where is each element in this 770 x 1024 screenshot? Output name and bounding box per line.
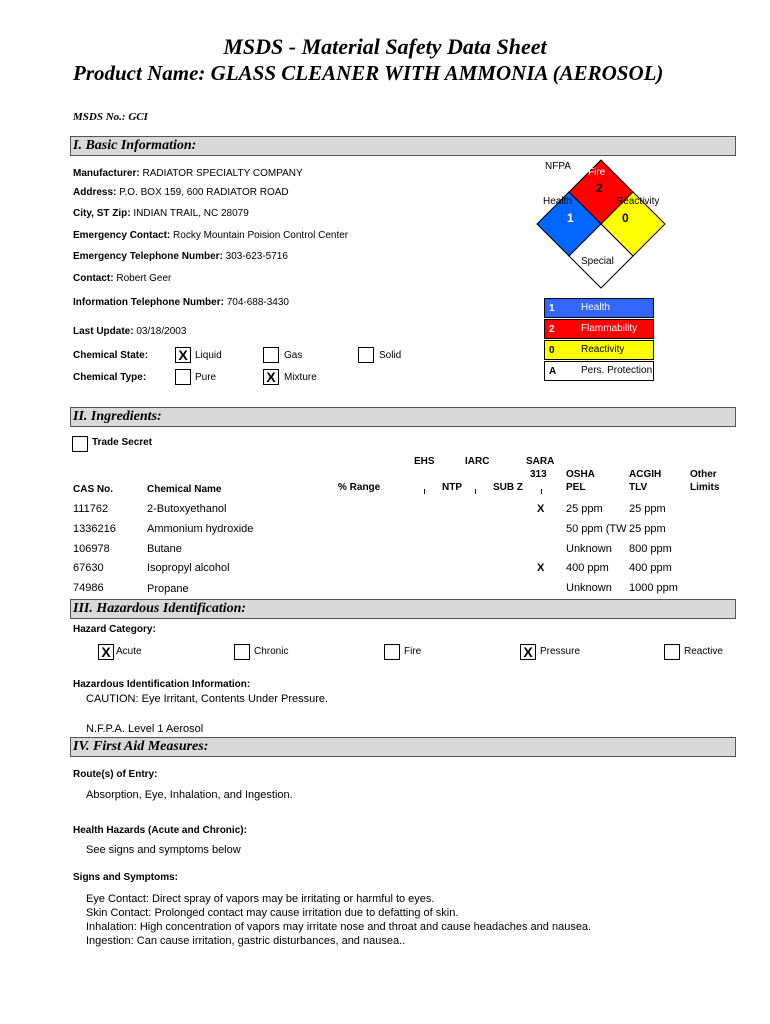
nfpa-fire-value: 2 xyxy=(596,181,603,195)
sara-cell: X xyxy=(537,562,545,574)
column-tick xyxy=(475,489,476,494)
trade-secret-label: Trade Secret xyxy=(92,437,153,448)
name-cell: Isopropyl alcohol xyxy=(147,562,230,574)
mixture-label: Mixture xyxy=(284,372,317,383)
last-update-value: 03/18/2003 xyxy=(136,326,187,337)
tlv-cell: 400 ppm xyxy=(629,562,672,574)
section-first-aid: IV. First Aid Measures: xyxy=(70,737,736,757)
pressure-checkbox[interactable]: X xyxy=(520,644,536,660)
legend-reactivity-label: Reactivity xyxy=(581,344,625,355)
legend-health xyxy=(544,298,654,318)
product-name: Product Name: GLASS CLEANER WITH AMMONIA (AEROSOL) xyxy=(73,61,664,85)
gas-checkbox[interactable] xyxy=(263,347,279,363)
health-hazards-label: Health Hazards (Acute and Chronic): xyxy=(73,825,247,836)
acute-checkbox[interactable]: X xyxy=(98,644,114,660)
tlv-cell: 1000 ppm xyxy=(629,582,678,594)
legend-health-label: Health xyxy=(581,302,610,313)
contact-label: Contact: xyxy=(73,273,114,284)
sign-skin: Skin Contact: Prolonged contact may cause irritation due to defatting of skin. xyxy=(86,907,459,919)
pel-cell: Unknown xyxy=(566,543,612,555)
chemical-type-label: Chemical Type: xyxy=(73,372,147,383)
col-range: % Range xyxy=(338,482,381,493)
col-limits: Limits xyxy=(690,482,720,493)
city-row xyxy=(73,208,249,219)
sign-ingestion: Ingestion: Can cause irritation, gastric disturbances, and nausea.. xyxy=(86,935,406,947)
liquid-label: Liquid xyxy=(195,350,222,361)
pel-cell: 50 ppm (TW xyxy=(566,523,627,535)
nfpa-reactivity-label: Reactivity xyxy=(616,196,660,207)
pure-label: Pure xyxy=(195,372,217,383)
col-other: Other xyxy=(690,469,717,480)
manufacturer-value: RADIATOR SPECIALTY COMPANY xyxy=(142,168,303,179)
emergency-contact-label: Emergency Contact: xyxy=(73,230,171,241)
reactive-label: Reactive xyxy=(684,646,723,657)
gas-label: Gas xyxy=(284,350,303,361)
chronic-checkbox[interactable] xyxy=(234,644,250,660)
tlv-cell: 25 ppm xyxy=(629,523,666,535)
col-subz: SUB Z xyxy=(493,482,523,493)
manufacturer-label: Manufacturer: xyxy=(73,168,140,179)
name-cell: 2-Butoxyethanol xyxy=(147,503,227,515)
nfpa-health-label: Health xyxy=(543,196,572,207)
msds-number: MSDS No.: GCI xyxy=(73,111,148,123)
nfpa-label: NFPA xyxy=(545,161,571,172)
emergency-phone-row xyxy=(73,251,288,262)
col-name: Chemical Name xyxy=(147,484,222,495)
cas-cell: 67630 xyxy=(73,562,104,574)
legend-flammability xyxy=(544,319,654,339)
name-cell: Ammonium hydroxide xyxy=(147,523,254,535)
routes-label: Route(s) of Entry: xyxy=(73,769,158,780)
col-sara-313: 313 xyxy=(530,469,547,480)
cas-cell: 111762 xyxy=(73,503,109,515)
info-phone-row xyxy=(73,297,289,308)
pel-cell: Unknown xyxy=(566,582,612,594)
legend-protection-label: Pers. Protection xyxy=(581,365,653,376)
emergency-phone-label: Emergency Telephone Number: xyxy=(73,251,223,262)
col-ntp: NTP xyxy=(442,482,462,493)
hazard-info-text: CAUTION: Eye Irritant, Contents Under Pressure. xyxy=(86,693,329,705)
col-sara: SARA xyxy=(526,456,555,467)
pressure-label: Pressure xyxy=(540,646,581,657)
chemical-state-label: Chemical State: xyxy=(73,350,149,361)
health-hazards-text: See signs and symptoms below xyxy=(86,844,241,856)
pel-cell: 25 ppm xyxy=(566,503,603,515)
info-phone-label: Information Telephone Number: xyxy=(73,297,224,308)
col-acgih: ACGIH xyxy=(629,469,662,480)
sign-eye: Eye Contact: Direct spray of vapors may be irritating or harmful to eyes. xyxy=(86,893,435,905)
sara-cell: X xyxy=(537,503,545,515)
hazard-info-label: Hazardous Identification Information: xyxy=(73,679,251,690)
sign-inhalation: Inhalation: High concentration of vapors may irritate nose and throat and cause headaches and nausea. xyxy=(86,921,592,933)
city-label: City, ST Zip: xyxy=(73,208,131,219)
legend-reactivity-num: 0 xyxy=(549,345,555,356)
nfpa-reactivity-value: 0 xyxy=(622,211,629,225)
col-cas: CAS No. xyxy=(73,484,113,495)
legend-reactivity xyxy=(544,340,654,360)
acute-label: Acute xyxy=(116,646,142,657)
mixture-checkbox[interactable]: X xyxy=(263,369,279,385)
legend-protection-num: A xyxy=(549,366,557,377)
section-hazard: III. Hazardous Identification: xyxy=(70,599,736,619)
legend-flammability-label: Flammability xyxy=(581,323,638,334)
legend-flammability-num: 2 xyxy=(549,324,555,335)
hazard-category-label: Hazard Category: xyxy=(73,624,156,635)
fire-label: Fire xyxy=(404,646,422,657)
col-iarc: IARC xyxy=(465,456,490,467)
nfpa-level-text: N.F.P.A. Level 1 Aerosol xyxy=(86,723,204,735)
address-label: Address: xyxy=(73,187,117,198)
pel-cell: 400 ppm xyxy=(566,562,609,574)
section-basic-info: I. Basic Information: xyxy=(70,136,736,156)
cas-cell: 106978 xyxy=(73,543,110,555)
contact-value: Robert Geer xyxy=(116,273,172,284)
legend-protection xyxy=(544,361,654,381)
last-update-row xyxy=(73,326,186,337)
column-tick xyxy=(424,489,425,494)
name-cell: Butane xyxy=(147,543,182,555)
trade-secret-checkbox[interactable] xyxy=(72,436,88,452)
signs-label: Signs and Symptoms: xyxy=(73,872,179,883)
fire-checkbox[interactable] xyxy=(384,644,400,660)
address-row xyxy=(73,187,289,198)
cas-cell: 1336216 xyxy=(73,523,116,535)
legend-health-num: 1 xyxy=(549,303,555,314)
section-ingredients: II. Ingredients: xyxy=(70,407,736,427)
address-value: P.O. BOX 159, 600 RADIATOR ROAD xyxy=(119,187,289,198)
col-tlv: TLV xyxy=(629,482,648,493)
emergency-contact-value: Rocky Mountain Poision Control Center xyxy=(173,230,349,241)
chronic-label: Chronic xyxy=(254,646,289,657)
nfpa-health-value: 1 xyxy=(567,211,574,225)
tlv-cell: 800 ppm xyxy=(629,543,672,555)
cas-cell: 74986 xyxy=(73,582,104,594)
city-value: INDIAN TRAIL, NC 28079 xyxy=(133,208,249,219)
last-update-label: Last Update: xyxy=(73,326,134,337)
info-phone-value: 704-688-3430 xyxy=(226,297,289,308)
solid-checkbox[interactable] xyxy=(358,347,374,363)
col-pel: PEL xyxy=(566,482,586,493)
tlv-cell: 25 ppm xyxy=(629,503,666,515)
nfpa-special-label: Special xyxy=(581,256,614,267)
emergency-phone-value: 303-623-5716 xyxy=(225,251,288,262)
nfpa-fire-label: Fire xyxy=(588,167,606,178)
reactive-checkbox[interactable] xyxy=(664,644,680,660)
manufacturer-row xyxy=(73,168,303,179)
contact-row xyxy=(73,273,171,284)
name-cell: Propane xyxy=(147,583,189,595)
liquid-checkbox[interactable]: X xyxy=(175,347,191,363)
emergency-contact-row xyxy=(73,230,348,241)
pure-checkbox[interactable] xyxy=(175,369,191,385)
col-osha: OSHA xyxy=(566,469,595,480)
col-ehs: EHS xyxy=(414,456,435,467)
solid-label: Solid xyxy=(379,350,402,361)
column-tick xyxy=(541,489,542,494)
routes-text: Absorption, Eye, Inhalation, and Ingestion. xyxy=(86,789,293,801)
document-title: MSDS - Material Safety Data Sheet xyxy=(223,34,547,59)
